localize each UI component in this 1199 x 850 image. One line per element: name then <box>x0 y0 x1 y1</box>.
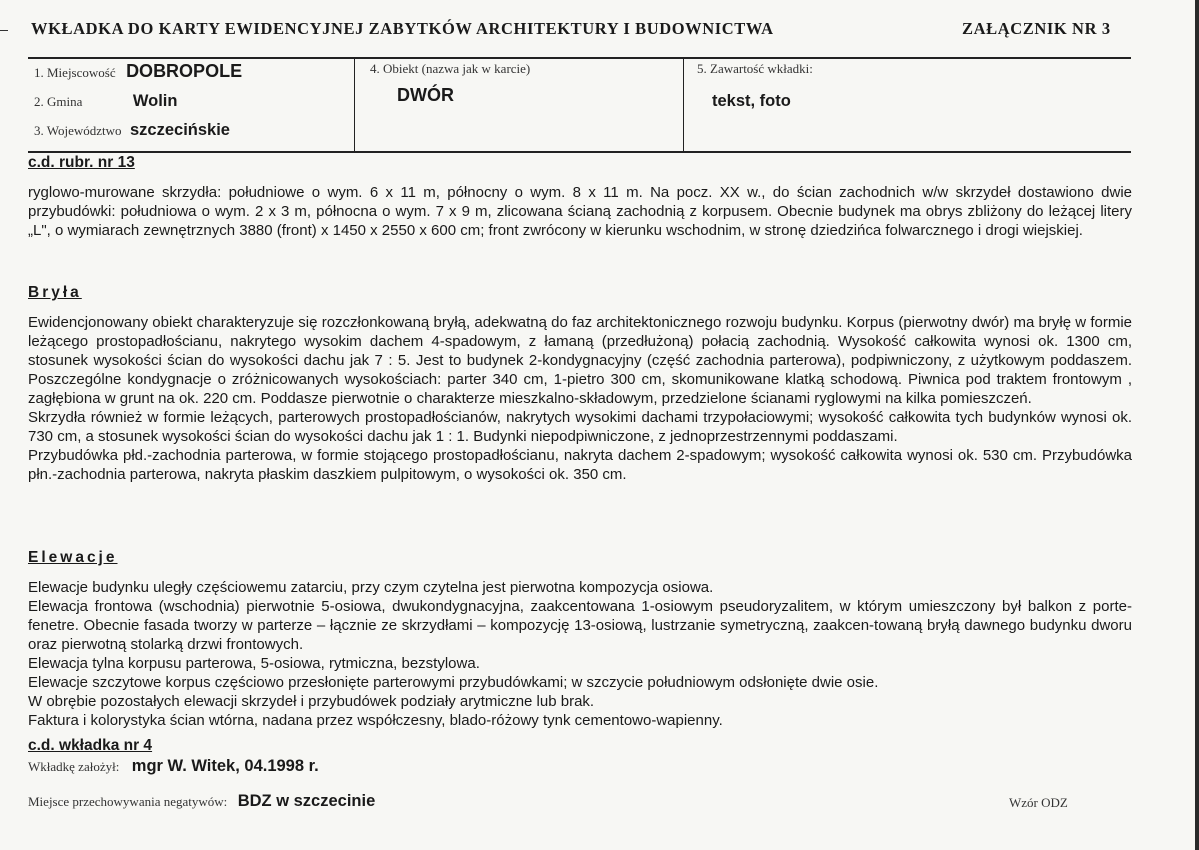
commune-label: 2. Gmina <box>34 94 83 109</box>
object-label: 4. Obiekt (nazwa jak w karcie) <box>370 61 531 76</box>
form-label: Wzór ODZ <box>1009 795 1068 810</box>
box-top-rule <box>28 57 1131 59</box>
elewacje-paragraph: W obrębie pozostałych elewacji skrzydeł i przybudówek podziały arytmiczne lub brak. <box>28 693 595 710</box>
bryla-paragraph: Przybudówka płd.-zachodnia parterowa, w formie stojącego prostopadłościanu, nakryta dachem 2-spadowym; wysokość całkowita wynosi ok. 530 cm. Przybudówka płn.-zachodnia parterowa, nakryta płaskim daszkiem pulpitowym, o wysokości ok. 350 cm. <box>28 447 1132 483</box>
section-heading-bryla: Bryła <box>28 284 82 301</box>
continuation-ref: c.d. rubr. nr 13 <box>28 154 135 171</box>
contents-value: tekst, foto <box>712 92 791 110</box>
voivodeship-value: szczecińskie <box>130 121 230 139</box>
edge-mark <box>0 30 8 31</box>
town-value: DOBROPOLE <box>126 61 243 81</box>
voivodeship-field <box>34 121 230 140</box>
bryla-paragraph: Skrzydła również w formie leżących, parterowych prostopadłościanów, nakrytych wysokimi dachami trzypołaciowymi; wysokość całkowita tych budynków wynosi ok. 730 cm, a stosunek wysokości ścian do wysokości dachu jak 1 : 1. Budynki niepodpiwniczone, z jednoprzestrzennymi poddaszami. <box>28 409 1132 445</box>
storage-value: BDZ w szczecinie <box>237 792 376 810</box>
document-title: WKŁADKA DO KARTY EWIDENCYJNEJ ZABYTKÓW ARCHITEKTURY I BUDOWNICTWA <box>31 19 774 38</box>
annex-label: ZAŁĄCZNIK NR 3 <box>962 19 1111 38</box>
elewacje-paragraph: Faktura i kolorystyka ścian wtórna, nadana przez współczesny, blado-różowy tynk cementowo-wapienny. <box>28 712 723 729</box>
box-divider-2 <box>683 58 684 152</box>
elewacje-paragraph: Elewacje budynku uległy częściowemu zatarciu, przy czym czytelna jest pierwotna kompozycja osiowa. <box>28 579 714 596</box>
bryla-section <box>0 313 1199 484</box>
elewacje-paragraph: Elewacja frontowa (wschodnia) pierwotnie 5-osiowa, dwukondygnacyjna, zaakcentowana 1-osiowym pseudoryzalitem, w którym umieszczony był balkon z porte-fenetre. Obecnie fasada tworzy w parterze – łącznie ze skrzydłami – kompozycję 13-osiową, lustrzanie symetryczną, zaakcen-towaną bryłą dawnego budynku dworu oraz pierwotną stolarką drzwi frontowych. <box>28 598 1132 653</box>
box-bottom-rule <box>28 151 1131 153</box>
elewacje-section <box>0 578 1199 730</box>
elewacje-paragraph: Elewacje szczytowe korpus częściowo przesłonięte parterowymi przybudówkami; w szczycie południowym odsłonięte dwie osie. <box>28 674 879 691</box>
intro-paragraph: ryglowo-murowane skrzydła: południowe o wym. 6 x 11 m, północny o wym. 8 x 11 m. Na pocz. XX w., do ścian zachodnich w/w skrzydeł dostawiono dwie przybudówki: południowa o wym. 2 x 3 m, północna o wym. 7 x 9 m, zlicowana ścianą zachodnią z korpusem. Obecnie budynek ma obrys zbliżony do leżącej litery „L", o wymiarach zewnętrznych 3880 (front) x 1450 x 2550 x 600 cm; front zwrócony w kierunku wschodnim, w stronę dziedzińca folwarcznego i drogi wiejskiej. <box>28 184 1132 239</box>
author-field <box>28 757 319 776</box>
section-heading-elewacje: Elewacje <box>28 549 118 566</box>
continued-ref: c.d. wkładka nr 4 <box>28 737 153 754</box>
box-divider-1 <box>354 58 355 152</box>
commune-field <box>34 92 177 111</box>
voivodeship-label: 3. Województwo <box>34 123 122 138</box>
bryla-paragraph: Ewidencjonowany obiekt charakteryzuje się rozczłonkowaną bryłą, adekwatną do faz architektonicznego rozwoju budynku. Korpus (pierwotny dwór) ma bryłę w formie leżącego prostopadłościanu, nakrytego wysokim dachem 4-spadowym, z łamaną (przedłużoną) połacią zachodnią. Wysokość całkowita wynosi ok. 1300 cm, stosunek wysokości ścian do wysokości dachu jak 7 : 5. Jest to budynek 2-kondygnacyjny (część zachodnia parterowa), podpiwniczony, z użytkowym poddaszem. Poszczególne kondygnacje o zróżnicowanych wysokościach: parter 340 cm, 1-pietro 300 cm, skomunikowane klatką schodową. Piwnica pod traktem frontowym , zagłębiona w grunt na ok. 220 cm. Poddasze pierwotnie o charakterze mieszkalno-składowym, przedzielone ścianami ryglowymi na kilka pomieszczeń. <box>28 314 1132 407</box>
storage-label: Miejsce przechowywania negatywów: <box>28 794 228 809</box>
commune-value: Wolin <box>132 92 178 110</box>
contents-label: 5. Zawartość wkładki: <box>697 61 813 76</box>
town-label: 1. Miejscowość <box>34 65 116 80</box>
town-field <box>34 61 242 82</box>
author-value: mgr W. Witek, 04.1998 r. <box>131 757 319 775</box>
author-label: Wkładkę założył: <box>28 759 120 774</box>
elewacje-paragraph: Elewacja tylna korpusu parterowa, 5-osiowa, rytmiczna, bezstylowa. <box>28 655 480 672</box>
object-value: DWÓR <box>397 85 454 105</box>
storage-field <box>28 792 375 811</box>
